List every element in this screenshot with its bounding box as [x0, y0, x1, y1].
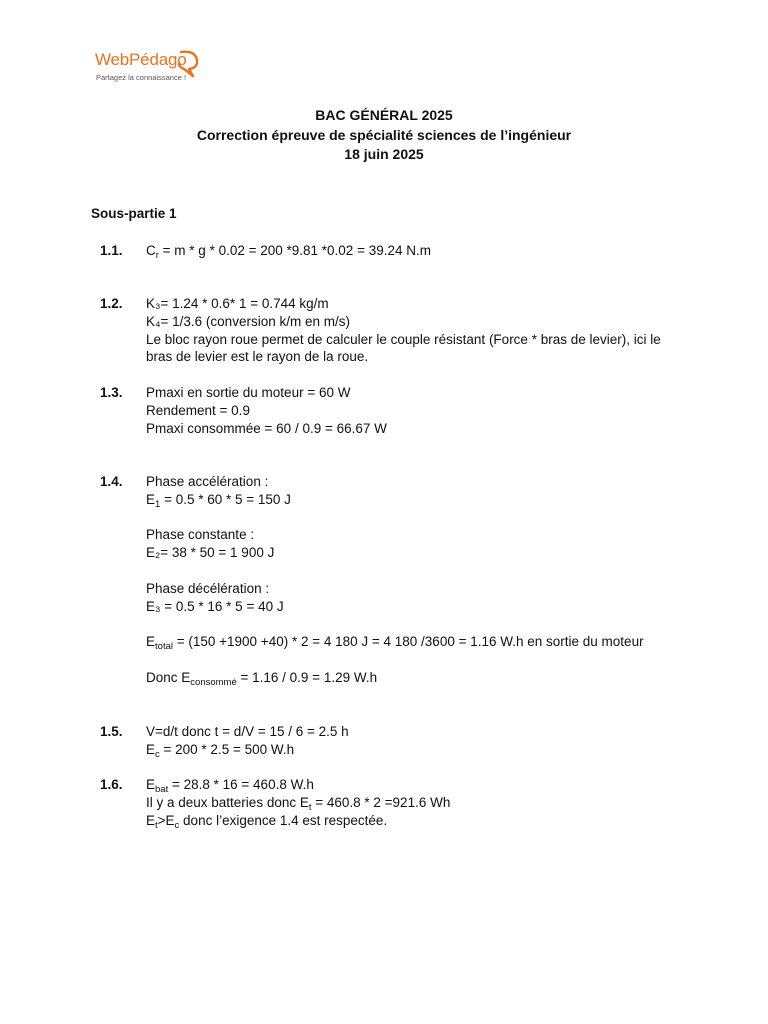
formula-line: $E_c = 200 * 2.5 = 500$ W.h: [146, 741, 295, 760]
question-number: 1.4.: [100, 474, 123, 489]
explanation-text: Le bloc rayon roue permet de calculer le couple résistant (Force * bras de levier), ici le bras de levier est le rayon de la roue.: [146, 331, 661, 365]
conclusion-line: $E_t>E_c$ donc l’exigence 1.4 est respectée.: [146, 812, 388, 831]
formula-line: V=d/t donc t = d/V = 15 / 6 = 2.5 h: [146, 724, 349, 739]
phase-label: Phase constante :: [146, 527, 255, 543]
logo-wordmark: WebPédago: [95, 50, 187, 69]
phase-label: Phase décélération :: [146, 580, 270, 596]
text-line: Pmaxi consommée = 60 / 0.9 = 66.67 W: [146, 420, 387, 436]
answer-body: [146, 242, 686, 260]
text-line: Rendement = 0.9: [146, 402, 250, 418]
answer-body: [146, 776, 686, 829]
formula-line: $E_{bat} = 28.8 * 16 = 460.8$ W.h: [146, 777, 314, 795]
logo-tagline: Partagez la connaissance !: [96, 73, 187, 82]
section-title: Sous-partie 1: [91, 206, 177, 221]
answer-body: [146, 723, 686, 759]
document-heading: [0, 106, 768, 165]
formula-line: E₃ = 0.5 * 16 * 5 = 40 J: [146, 598, 284, 614]
formula-line: Donc $E_{consommé} = 1.16 / 0.9 = 1.29$ W.h: [146, 669, 378, 688]
text-line: Pmaxi en sortie du moteur = 60 W: [146, 385, 351, 400]
question-number: 1.6.: [100, 777, 123, 792]
answer-body: [146, 295, 686, 366]
heading-date: 18 juin 2025: [344, 146, 424, 162]
formula-line: $E_{total} = (150 +1900 +40) * 2 = 4$ 180 J = 4 180 /3600 = 1.16 W.h en sortie du moteur: [146, 634, 644, 653]
answer-body: [146, 473, 686, 687]
heading-subtitle: Correction épreuve de spécialité sciences de l’ingénieur: [196, 126, 572, 143]
question-number: 1.1.: [100, 243, 123, 258]
formula-line: Il y a deux batteries donc $E_t = 460.8 * 2 =921.6$ Wh: [146, 794, 451, 813]
question-number: 1.5.: [100, 724, 123, 739]
question-number: 1.3.: [100, 385, 123, 400]
heading-title: BAC GÉNÉRAL 2025: [315, 107, 453, 123]
answer-body: [146, 384, 686, 437]
webpedago-logo[interactable]: [95, 46, 205, 86]
formula-line: $C_r = m * g * 0.02 = 200$ *9.81 *0.02 = 39.24 N.m: [146, 243, 431, 261]
formula-line: K₃= 1.24 * 0.6* 1 = 0.744 kg/m: [146, 296, 329, 311]
formula-line: K₄= 1/3.6 (conversion k/m en m/s): [146, 313, 350, 329]
formula-line: $E_1 = 0.5 * 60 * 5 = 150$ J: [146, 491, 291, 510]
question-number: 1.2.: [100, 296, 123, 311]
formula-line: E₂= 38 * 50 = 1 900 J: [146, 545, 275, 561]
phase-label: Phase accélération :: [146, 474, 269, 489]
